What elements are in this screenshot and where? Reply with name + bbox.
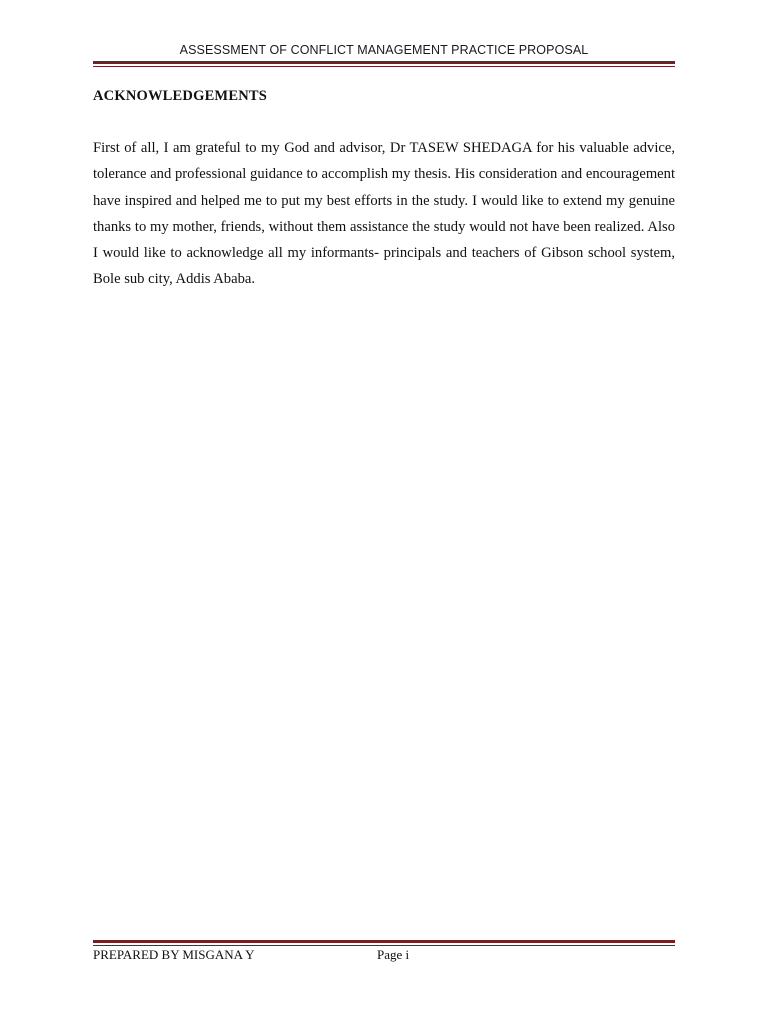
running-header-title: ASSESSMENT OF CONFLICT MANAGEMENT PRACTICE PROPOSAL (179, 43, 589, 57)
section-heading: ACKNOWLEDGEMENTS (93, 88, 267, 104)
header-rule-thin (93, 66, 675, 67)
footer-page-number: Page i (377, 947, 410, 962)
header-rule-thick (93, 61, 675, 64)
footer-prepared-by: PREPARED BY MISGANA Y (93, 947, 255, 962)
acknowledgement-paragraph: First of all, I am grateful to my God and advisor, Dr TASEW SHEDAGA for his valuable advice, tolerance and professional guidance to accomplish my thesis. His consideration and encouragement have inspired and helped me to put my best efforts in the study. I would like to extend my genuine thanks to my mother, friends, without them assistance the study would not have been realized. Also I would like to acknowledge all my informants- principals and teachers of Gibson school system, Bole sub city, Addis Ababa. (93, 140, 675, 288)
footer-rule-thin (93, 945, 675, 946)
footer-rule-thick (93, 940, 675, 943)
